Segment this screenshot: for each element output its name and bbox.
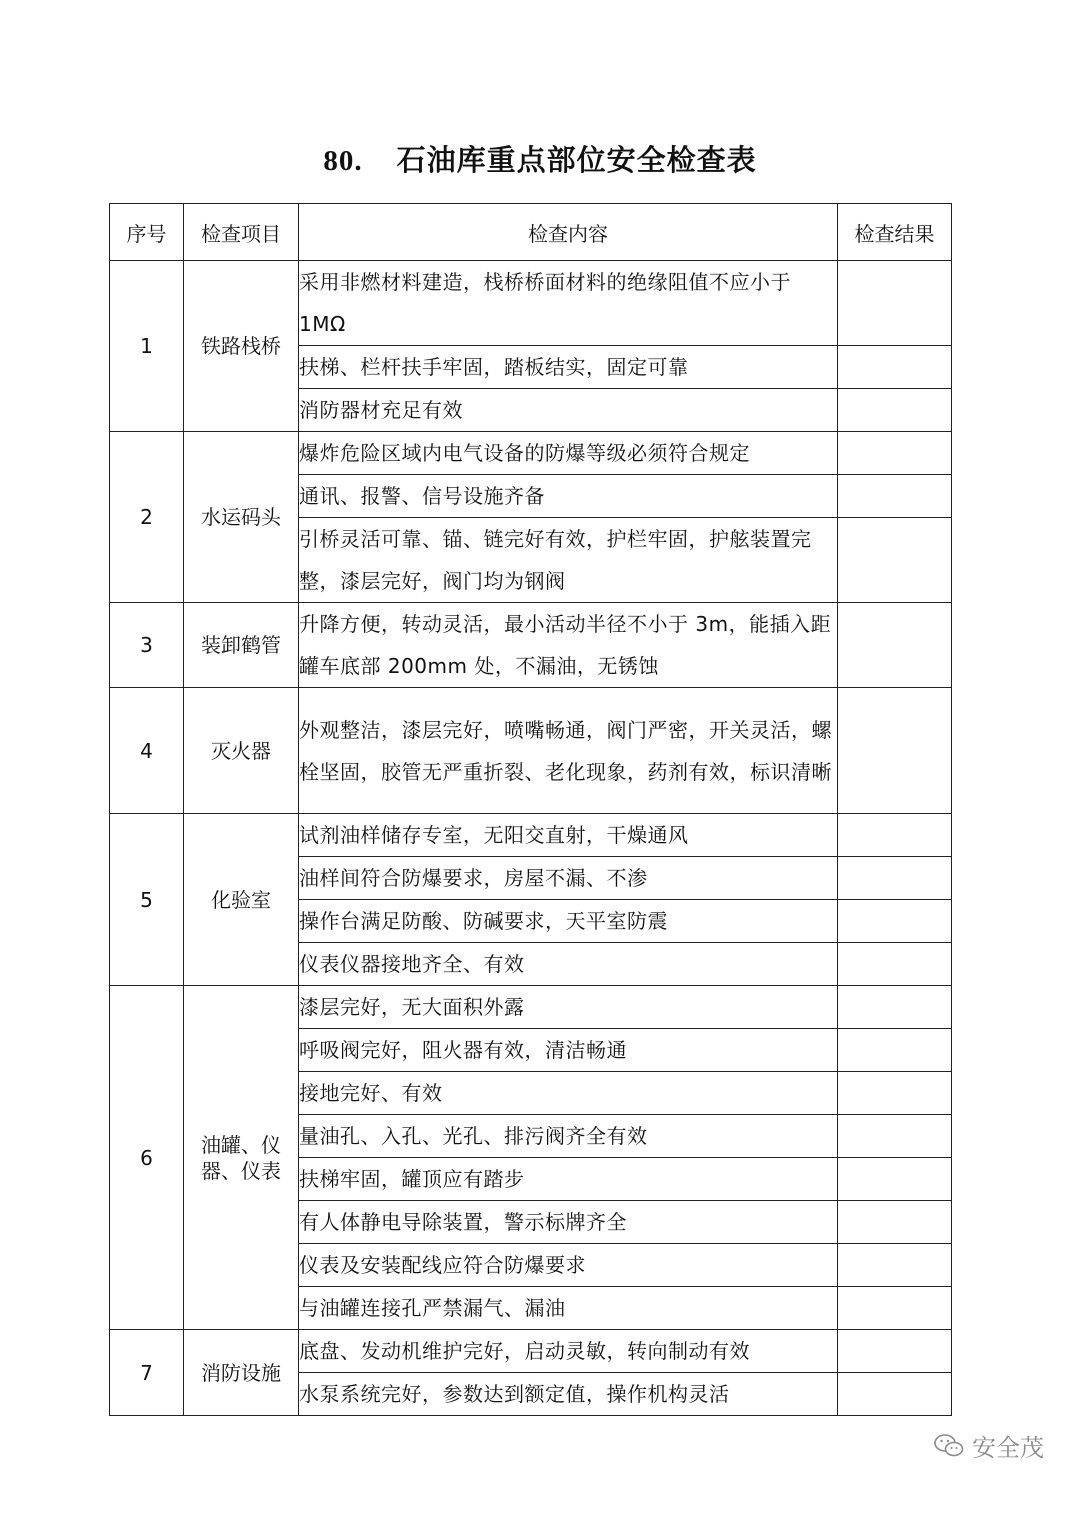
- header-item: 检查项目: [184, 204, 299, 261]
- check-result-cell[interactable]: [838, 1072, 952, 1115]
- check-result-cell[interactable]: [838, 1373, 952, 1416]
- check-result-cell[interactable]: [838, 1115, 952, 1158]
- header-result: 检查结果: [838, 204, 952, 261]
- check-content: 采用非燃材料建造，栈桥桥面材料的绝缘阻值不应小于 1MΩ: [299, 261, 838, 346]
- check-result-cell[interactable]: [838, 857, 952, 900]
- check-result-cell[interactable]: [838, 1244, 952, 1287]
- row-number: 7: [110, 1330, 184, 1416]
- table-row: [110, 814, 952, 857]
- table-row: [110, 261, 952, 346]
- watermark: [934, 1428, 1044, 1463]
- watermark-text: 安全茂: [972, 1434, 1044, 1462]
- table-row: [110, 432, 952, 475]
- check-result-cell[interactable]: [838, 261, 952, 346]
- check-content: 量油孔、入孔、光孔、排污阀齐全有效: [299, 1115, 838, 1158]
- check-item: 铁路栈桥: [184, 261, 299, 432]
- check-content: 扶梯牢固，罐顶应有踏步: [299, 1158, 838, 1201]
- check-content: 有人体静电导除装置，警示标牌齐全: [299, 1201, 838, 1244]
- check-content: 试剂油样储存专室，无阳交直射，干燥通风: [299, 814, 838, 857]
- check-result-cell[interactable]: [838, 986, 952, 1029]
- check-result-cell[interactable]: [838, 814, 952, 857]
- check-content: 引桥灵活可靠、锚、链完好有效，护栏牢固，护舷装置完整，漆层完好，阀门均为钢阀: [299, 518, 838, 603]
- check-item: 灭火器: [184, 688, 299, 814]
- check-content: 底盘、发动机维护完好，启动灵敏，转向制动有效: [299, 1330, 838, 1373]
- check-result-cell[interactable]: [838, 900, 952, 943]
- row-number: 3: [110, 603, 184, 688]
- table-body: [110, 261, 952, 1416]
- check-item: 消防设施: [184, 1330, 299, 1416]
- page-title: [0, 138, 1080, 179]
- check-content: 爆炸危险区域内电气设备的防爆等级必须符合规定: [299, 432, 838, 475]
- table-row: [110, 688, 952, 814]
- check-result-cell[interactable]: [838, 1330, 952, 1373]
- title-number: 80.: [323, 145, 363, 177]
- check-result-cell[interactable]: [838, 1029, 952, 1072]
- header-content: 检查内容: [299, 204, 838, 261]
- check-item: 油罐、仪器、仪表: [184, 986, 299, 1330]
- check-result-cell[interactable]: [838, 1158, 952, 1201]
- check-content: 操作台满足防酸、防碱要求，天平室防震: [299, 900, 838, 943]
- checklist-table: [109, 203, 952, 1416]
- check-content: 升降方便，转动灵活，最小活动半径不小于 3m，能插入距罐车底部 200mm 处，不漏油，无锈蚀: [299, 603, 838, 688]
- check-result-cell[interactable]: [838, 603, 952, 688]
- check-item: 化验室: [184, 814, 299, 986]
- check-content: 通讯、报警、信号设施齐备: [299, 475, 838, 518]
- check-content: 仪表及安装配线应符合防爆要求: [299, 1244, 838, 1287]
- check-result-cell[interactable]: [838, 688, 952, 814]
- check-content: 扶梯、栏杆扶手牢固，踏板结实，固定可靠: [299, 346, 838, 389]
- check-content: 与油罐连接孔严禁漏气、漏油: [299, 1287, 838, 1330]
- title-text: 石油库重点部位安全检查表: [396, 143, 757, 177]
- wechat-icon: [934, 1433, 964, 1459]
- check-result-cell[interactable]: [838, 518, 952, 603]
- header-no: 序号: [110, 204, 184, 261]
- check-content: 呼吸阀完好，阻火器有效，清洁畅通: [299, 1029, 838, 1072]
- check-content: 水泵系统完好，参数达到额定值，操作机构灵活: [299, 1373, 838, 1416]
- check-result-cell[interactable]: [838, 1201, 952, 1244]
- table-header-row: [110, 204, 952, 261]
- check-result-cell[interactable]: [838, 432, 952, 475]
- table-row: [110, 603, 952, 688]
- row-number: 6: [110, 986, 184, 1330]
- check-result-cell[interactable]: [838, 389, 952, 432]
- check-item: 水运码头: [184, 432, 299, 603]
- check-content: 漆层完好，无大面积外露: [299, 986, 838, 1029]
- check-result-cell[interactable]: [838, 475, 952, 518]
- check-item: 装卸鹤管: [184, 603, 299, 688]
- check-result-cell[interactable]: [838, 346, 952, 389]
- check-result-cell[interactable]: [838, 943, 952, 986]
- check-result-cell[interactable]: [838, 1287, 952, 1330]
- check-content: 消防器材充足有效: [299, 389, 838, 432]
- row-number: 4: [110, 688, 184, 814]
- check-content: 仪表仪器接地齐全、有效: [299, 943, 838, 986]
- check-content: 油样间符合防爆要求，房屋不漏、不渗: [299, 857, 838, 900]
- table-row: [110, 1330, 952, 1373]
- row-number: 2: [110, 432, 184, 603]
- check-content: 外观整洁，漆层完好，喷嘴畅通，阀门严密，开关灵活，螺栓坚固，胶管无严重折裂、老化现象，药剂有效，标识清晰: [299, 688, 838, 814]
- table-row: [110, 986, 952, 1029]
- row-number: 5: [110, 814, 184, 986]
- row-number: 1: [110, 261, 184, 432]
- check-content: 接地完好、有效: [299, 1072, 838, 1115]
